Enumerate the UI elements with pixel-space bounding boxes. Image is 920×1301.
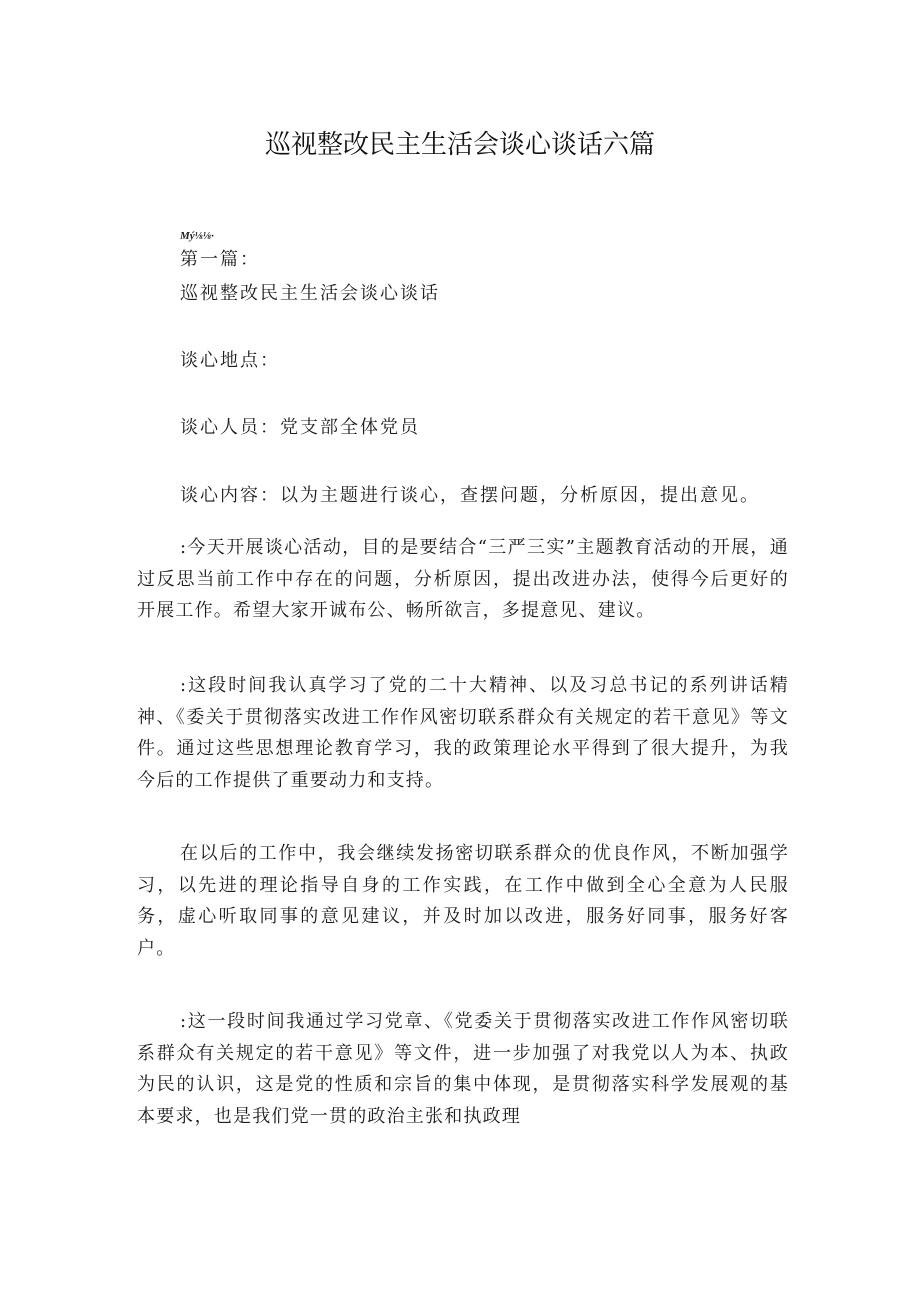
section-title: 巡视整改民主生活会谈心谈话 [180,283,440,304]
paragraph-3: 在以后的工作中，我会继续发扬密切联系群众的优良作风，不断加强学习，以先进的理论指导自身的工作实践，在工作中做到全心全意为人民服务，虚心听取同事的意见建议，并及时加以改进，服务好同事，服务好客户。 [137,843,789,959]
location-label: 谈心地点： [180,350,280,371]
paragraph-1: :今天开展谈心活动，目的是要结合“三严三实”主题教育活动的开展，通过反思当前工作中存在的问题，分析原因，提出改进办法，使得今后更好的开展工作。希望大家开诚布公、畅所欲言，多提意见、建议。 [137,537,789,621]
content-line: 谈心内容：以为主题进行谈心，查摆问题，分析原因，提出意见。 [180,485,760,506]
section-heading: 第一篇： [180,249,260,270]
participants-line: 谈心人员：党支部全体党员 [180,417,420,438]
paragraph-2: :这段时间我认真学习了党的二十大精神、以及习总书记的系列讲话精神、《委关于贯彻落实改进工作作风密切联系群众有关规定的若干意见》等文件。通过这些思想理论教育学习，我的政策理论水平得到了很大提升，为我今后的工作提供了重要动力和支持。 [137,675,789,791]
paragraph-4: :这一段时间我通过学习党章、《党委关于贯彻落实改进工作作风密切联系群众有关规定的若干意见》等文件，进一步加强了对我党以人为本、执政为民的认识，这是党的性质和宗旨的集中体现，是贯彻落实科学发展观的基本要求，也是我们党一贯的政治主张和执政理 [137,1011,789,1127]
document-title: 巡视整改民主生活会谈心谈话六篇 [264,130,655,160]
garbled-mark: Mý⅛⅛· [180,230,214,242]
